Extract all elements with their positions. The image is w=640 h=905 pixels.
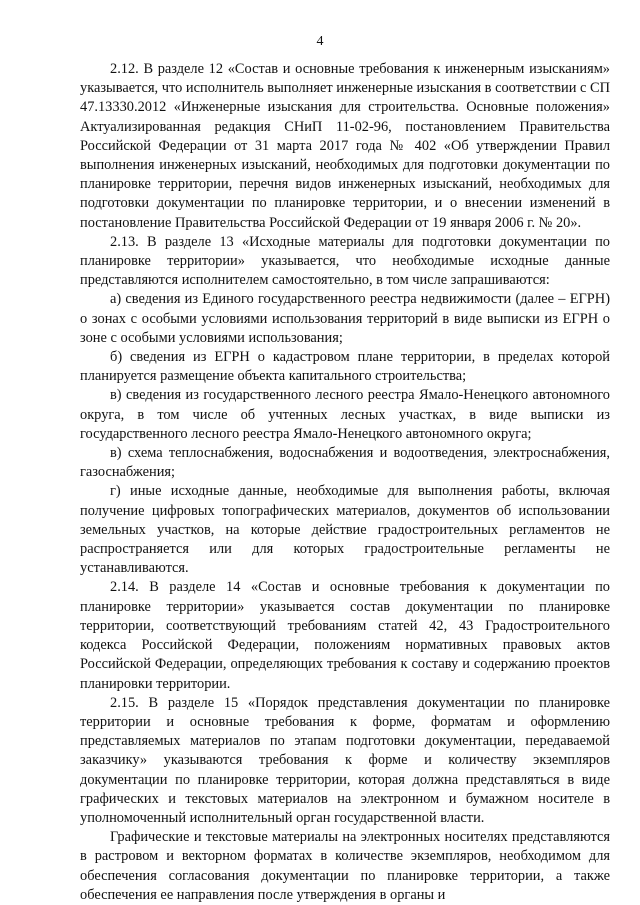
paragraph-2-12: 2.12. В разделе 12 «Состав и основные требования к инженерным изысканиям» указывается, что исполнитель выполняет инженерные изыскания в соответствии с СП 47.13330.2012 «Инженерные изыскания для строительства. Основные положения» Актуализированная редакция СНиП 11-02-96, постановлением Правительства Российской Федерации от 31 марта 2017 года № 402 «Об утверждении Правил выполнения инженерных изысканий, необходимых для подготовки документации по планировке территории, перечня видов инженерных изысканий, необходимых для подготовки документации по планировке территории, и о внесении изменений в постановление Правительства Российской Федерации от 19 января 2006 г. № 20». (80, 61, 610, 231)
page-number: 4 (316, 34, 324, 49)
paragraph-graphic-materials: Графические и текстовые материалы на электронных носителях представляются в растровом и векторном форматах в количестве экземпляров, необходимом для обеспечения согласования документации по планировке территории, а также обеспечения ее направления после утверждения в органы и (80, 829, 610, 903)
list-item-a: а) сведения из Единого государственного реестра недвижимости (далее – ЕГРН) о зонах с особыми условиями использования территорий в виде выписки из ЕГРН о зоне с особыми условиями использования; (80, 291, 610, 346)
list-item-b: б) сведения из ЕГРН о кадастровом плане территории, в пределах которой планируется размещение объекта капитального строительства; (80, 349, 610, 385)
list-item-g: г) иные исходные данные, необходимые для выполнения работы, включая получение цифровых топографических материалов, документов об использовании земельных участков, на которые действие градостроительных регламентов не распространяется или для которых градостроительные регламенты не устанавливаются. (80, 483, 610, 577)
paragraph-2-13: 2.13. В разделе 13 «Исходные материалы для подготовки документации по планировке территории» указывается, что необходимые исходные данные представляются исполнителем самостоятельно, в том числе запрашиваются: (80, 233, 610, 289)
list-item-v-forest-registry: в) сведения из государственного лесного реестра Ямало-Ненецкого автономного округа, в том числе об учтенных лесных участках, в виде выписки из государственного лесного реестра Ямало-Ненецкого автономного округа; (80, 387, 610, 442)
paragraph-2-14: 2.14. В разделе 14 «Состав и основные требования к документации по планировке территории» указывается состав документации по планировке территории, соответствующий требованиям статей 42, 43 Градостроительного кодекса Российской Федерации, положениям нормативных правовых актов Российской Федерации, определяющих требования к составу и содержанию проектов планировки территории. (80, 579, 610, 692)
list-item-v-utilities: в) схема теплоснабжения, водоснабжения и водоотведения, электроснабжения, газоснабжения; (80, 445, 610, 481)
document-body (80, 60, 610, 905)
paragraph-2-15: 2.15. В разделе 15 «Порядок представления документации по планировке территории и основные требования к форме, форматам и оформлению представляемых материалов по этапам подготовки документации, передаваемой заказчику» указываются требования к форме и количеству экземпляров документации по планировке территории, которая должна представляться в виде графических и текстовых материалов на электронном и бумажном носителе в уполномоченный исполнительный орган государственной власти. (80, 694, 610, 826)
